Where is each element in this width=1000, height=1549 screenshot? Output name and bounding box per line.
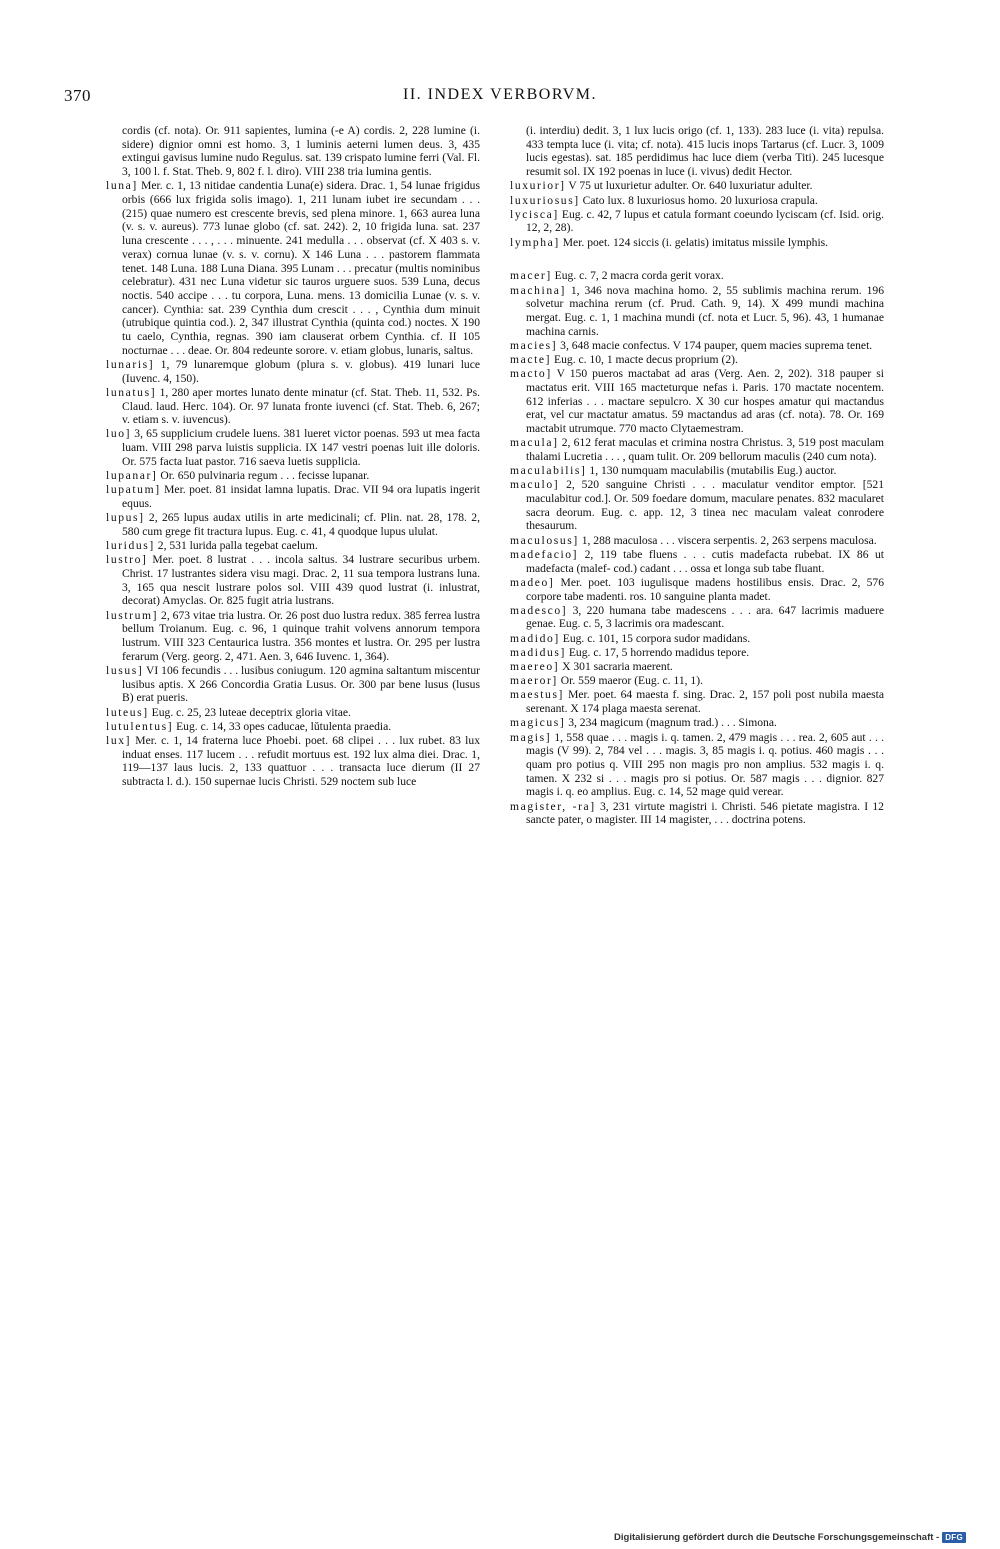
- index-entry: [122, 124, 480, 179]
- entry-text: 2, 531 lurida palla tegebat caelum.: [154, 539, 318, 553]
- entry-text: Mer. poet. 103 iugulisque madens hostilibus ensis. Drac. 2, 576 corpore tabe madenti. ros. 10 sanguine planta madet.: [526, 575, 884, 603]
- index-entry: [510, 730, 884, 800]
- entry-lemma: lupus]: [106, 511, 145, 525]
- entry-lemma: lusus]: [106, 663, 144, 677]
- entry-lemma: lux]: [106, 733, 132, 747]
- entry-text: 2, 265 lupus audax utilis in arte medicinali; cf. Plin. nat. 28, 178. 2, 580 cum grege fit tractura lupus. Eug. c. 41, 4 quodque lupus ululat.: [122, 511, 480, 538]
- entry-lemma: luxurior]: [510, 179, 566, 193]
- entry-lemma: magis]: [510, 730, 552, 744]
- entry-lemma: lupatum]: [106, 483, 161, 497]
- entry-lemma: madido]: [510, 631, 560, 645]
- index-entry: [106, 483, 480, 510]
- index-entry: [106, 385, 480, 427]
- index-entry: [510, 645, 884, 660]
- entry-lemma: luo]: [106, 427, 132, 441]
- index-entry: [510, 603, 884, 631]
- entry-lemma: maculo]: [510, 478, 560, 492]
- entry-lemma: lunaris]: [106, 357, 155, 371]
- entry-text: 3, 231 virtute magistri i. Christi. 546 pietate magistra. I 12 sancte pater, o magister. III 14 magister, . . . doctrina potens.: [526, 799, 884, 827]
- entry-lemma: macula]: [510, 436, 559, 450]
- entry-lemma: lympha]: [510, 235, 560, 249]
- entry-lemma: maestus]: [510, 688, 565, 702]
- entry-text: 3, 65 supplicium crudele luens. 381 lueret victor poenas. 593 ut mea facta luam. VIII 298 parva luistis supplicia. IX 147 vestri poenas luit ille doloris. Or. 575 facta luat pastor. 716 saeva luetis supplicia.: [122, 427, 480, 468]
- index-entry: [510, 436, 884, 463]
- index-entry: [106, 719, 480, 734]
- entry-text: 2, 119 tabe fluens . . . cutis madefacta rubebat. IX 86 ut madefacta (malef- cod.) cadant . . . ossa et longa sub tabe fluant.: [526, 547, 884, 575]
- entry-lemma: luxuriosus]: [510, 193, 580, 207]
- index-entry: [510, 660, 884, 674]
- entry-lemma: maculabilis]: [510, 464, 587, 478]
- index-entry: [510, 716, 884, 730]
- entry-text: Eug. c. 17, 5 horrendo madidus tepore.: [565, 645, 750, 659]
- index-entry: [510, 533, 884, 548]
- dfg-logo: DFG: [942, 1532, 966, 1543]
- index-entry: [106, 427, 480, 468]
- entry-lemma: madesco]: [510, 603, 568, 617]
- entry-text: Mer. c. 1, 14 fraterna luce Phoebi. poet. 68 clipei . . . lux rubet. 83 lux induat enses. 117 lucem . . . refudit mortuus est. 192 lux alma diei. Drac. 1, 119—137 laus lucis. 2, 133 quattuor . . . transacta luce dierum (II 27 subtracta l. d.). 150 supernae lucis Christi. 529 noctem sub luce: [122, 733, 480, 789]
- entry-text: Or. 559 maeror (Eug. c. 11, 1).: [557, 674, 703, 688]
- entry-lemma: maereo]: [510, 660, 560, 674]
- entry-lemma: madeo]: [510, 575, 555, 589]
- entry-text: 2, 612 ferat maculas et crimina nostra Christus. 3, 519 post maculam thalami Lucretia . . . , quam tulit. Or. 209 bellorum maculis (240 cum nota).: [526, 436, 884, 463]
- entry-text: 2, 520 sanguine Christi . . . maculatur venditor emptor. [521 maculabitur cod.]. Or. 509 foedare domum, maculare penates. 832 macularet sacra deorum. Eug. c. app. 12, 3 tinea nec maculam valeat conrodere thesaurum.: [526, 478, 884, 533]
- entry-text: Mer. poet. 8 lustrat . . . incola saltus. 34 lustrare securibus urbem. Christ. 17 lustrantes sidera visu magi. Drac. 2, 11 sua tempora lustrans luna. 3, 165 qua nescit lustrare polos sol. VIII 439 quod lustrat (i. inlustrat, decorat) Amyclas. Or. 825 fugit atria lustrans.: [122, 553, 480, 608]
- index-entry: [510, 799, 884, 827]
- entry-lemma: luridus]: [106, 539, 155, 553]
- index-entry: [106, 179, 480, 357]
- entry-lemma: magicus]: [510, 716, 566, 730]
- index-entry: [106, 733, 480, 789]
- index-entry: [106, 357, 480, 385]
- index-entry: [106, 608, 480, 664]
- index-entry: [510, 353, 884, 367]
- entry-text: Eug. c. 7, 2 macra corda gerit vorax.: [551, 269, 724, 283]
- entry-lemma: lunatus]: [106, 385, 157, 399]
- entry-text: 1, 346 nova machina homo. 2, 55 sublimis machina rerum. 196 solvetur machina rerum (cf. Prud. Cath. 9, 14). X 499 mundi machina mergat. Eug. c. 1, 1 machina mundi (cf. nota et Lucr. 5, 96). 43, 1 humanae machina carnis.: [526, 283, 884, 338]
- entry-text: Mer. c. 1, 13 nitidae candentia Luna(e) sidera. Drac. 1, 54 lunae frigidus orbis (666 lux frigida solis imago). 1, 211 lunam iubet ire secundam . . . (215) quae numero est crescente brevis, sed plena minore. 1, 663 aurea luna (v. s. v. aureus). 773 lunae globo (cf. sat. 242). 2, 10 frigida luna. sat. 237 luna crescente . . . , . . . minuente. 241 medulla . . . observat (cf. X 403 s. v. verax) cornua lunae (v. s. v. cornu). X 146 Luna . . . pastorem flammata tenet. 148 Luna. 188 Luna Diana. 395 Lunam . . . precatur (multis nominibus celebratur). 431 nec Luna videtur sic tauros urguere suos. 539 Luna, decus noctis. 540 accipe . . . tu corpora, Luna. mens. 13 domicilia Lunae (v. s. v. cancer). Cynthia: sat. 239 Cynthia dum crescit . . . , Cynthia dum minuit (utrubique quintia cod.). 2, 347 illustrat Cynthia (quinta cod.) noctes. X 190 tu caelo, Cynthia, regnas. 390 iam clauserat orbem Cynthia. cf. II 105 nocturnae . . . deae. Or. 804 redeunte sorore. v. etiam globus, lunaris, saltus.: [122, 179, 480, 357]
- index-entry: [510, 269, 884, 283]
- entry-text: Mer. poet. 124 siccis (i. gelatis) imitatus missile lymphis.: [559, 235, 829, 249]
- entry-lemma: maeror]: [510, 674, 558, 688]
- index-entry: [526, 124, 884, 179]
- entry-text: Eug. c. 10, 1 macte decus proprium (2).: [551, 353, 738, 367]
- entry-lemma: maculosus]: [510, 533, 579, 547]
- entry-text: Eug. c. 14, 33 opes caducae, lŭtulenta praedia.: [173, 719, 392, 733]
- entry-text: 3, 234 magicum (magnum trad.) . . . Simona.: [565, 716, 777, 730]
- entry-text: (i. interdiu) dedit. 3, 1 lux lucis origo (cf. 1, 133). 283 luce (i. vita) repulsa. 433 tempta luce (i. vita; cf. nota). 415 lucis inops Tartarus (cf. Lucr. 3, 1009 lucis egestas). sat. 185 perdidimus hac luce diem (verba Titi). 245 lucesque resumit sol. IX 192 poenas in luce (i. vivus) dedit Hector.: [526, 124, 884, 179]
- index-entry: [510, 688, 884, 716]
- entry-lemma: luteus]: [106, 705, 149, 719]
- entry-text: cordis (cf. nota). Or. 911 sapientes, lumina (-e A) cordis. 2, 228 lumine (i. sidere) dignior omni est homo. 3, 1 luminis aeterni lumen deus. 3, 435 extingui gavisus lumine nudo Regulus. sat. 139 crispato lumine ferri (Val. Fl. 3, 100 l. f. Stat. Theb. 9, 802 f. l. diro). VIII 238 tria lumina gentis.: [122, 124, 480, 179]
- index-entry: [106, 469, 480, 483]
- index-entry: [510, 193, 884, 208]
- index-entry: [106, 705, 480, 720]
- entry-lemma: lupanar]: [106, 469, 158, 483]
- index-entry: [510, 338, 884, 353]
- left-column: [106, 124, 480, 789]
- index-entry: [510, 575, 884, 603]
- entry-text: Mer. poet. 64 maesta f. sing. Drac. 2, 157 poli post nubila maesta serenant. X 174 plaga maesta serenat.: [526, 688, 884, 716]
- entry-lemma: machina]: [510, 283, 566, 297]
- index-entry: [106, 511, 480, 538]
- entry-text: 1, 280 aper mortes lunato dente minatur (cf. Stat. Theb. 11, 532. Ps. Claud. laud. Herc. 104). Or. 97 lunata fronte iuvenci (cf. Stat. Theb. 6, 267; v. etiam s. v. iuvencus).: [122, 385, 480, 427]
- entry-text: VI 106 fecundis . . . lusibus coniugum. 120 agmina saltantum miscentur lusibus aptis. X 266 Concordia Gratia Lusus. Or. 300 par bene lusus (lusus B) erat pueris.: [122, 663, 480, 705]
- footer: [614, 1532, 966, 1543]
- entry-text: Mer. poet. 81 insidat lamna lupatis. Drac. VII 94 ora lupatis ingerit equus.: [122, 483, 480, 510]
- index-entry: [510, 464, 884, 478]
- index-entry: [106, 539, 480, 553]
- entry-text: Cato lux. 8 luxuriosus homo. 20 luxuriosa crapula.: [579, 193, 818, 207]
- entry-lemma: lutulentus]: [106, 719, 174, 733]
- index-entry: [510, 207, 884, 235]
- right-column: [510, 124, 884, 827]
- entry-text: Eug. c. 25, 23 luteae deceptrix gloria vitae.: [148, 705, 351, 719]
- entry-text: 2, 673 vitae tria lustra. Or. 26 post duo lustra redux. 385 ferrea lustra bellum Troianum. Eug. c. 96, 1 quinque trahit volvens annorum tempora lustrum. VIII 323 Centaurica lustra. 356 montes et lustra. Or. 295 per lustra ferarum (Verg. georg. 2, 471. Aen. 3, 646 Iuvenc. 1, 364).: [122, 608, 480, 663]
- index-entry: [106, 553, 480, 608]
- entry-text: 1, 130 numquam maculabilis (mutabilis Eug.) auctor.: [586, 464, 837, 478]
- entry-lemma: lustro]: [106, 553, 148, 567]
- index-entry: [106, 663, 480, 705]
- index-entry: [510, 631, 884, 646]
- entry-text: Eug. c. 101, 15 corpora sudor madidans.: [559, 631, 751, 645]
- entry-lemma: madefacio]: [510, 547, 579, 561]
- page-number: 370: [64, 86, 91, 105]
- entry-text: V 75 ut luxurietur adulter. Or. 640 luxuriatur adulter.: [565, 179, 813, 193]
- entry-text: 3, 220 humana tabe madescens . . . ara. 647 lacrimis maduere genae. Eug. c. 5, 3 lacrimis ora madescant.: [526, 603, 884, 631]
- entry-lemma: lycisca]: [510, 207, 559, 221]
- running-head: II. INDEX VERBORVM.: [402, 86, 598, 103]
- entry-text: Eug. c. 42, 7 lupus et catula formant coeundo lyciscam (cf. Isid. orig. 12, 2, 28).: [526, 207, 884, 235]
- entry-lemma: macte]: [510, 353, 552, 367]
- entry-text: 1, 79 lunaremque globum (plura s. v. globus). 419 lunari luce (Iuvenc. 4, 150).: [122, 357, 480, 385]
- index-entry: [510, 283, 884, 339]
- entry-text: 3, 648 macie confectus. V 174 pauper, quem macies suprema tenet.: [557, 338, 873, 352]
- entry-text: X 301 sacraria maerent.: [559, 660, 673, 674]
- entry-text: Or. 650 pulvinaria regum . . . fecisse lupanar.: [157, 469, 370, 483]
- index-entry: [510, 179, 884, 193]
- index-entry: [510, 235, 884, 250]
- entry-lemma: macies]: [510, 338, 558, 352]
- entry-text: 1, 288 maculosa . . . viscera serpentis. 2, 263 serpens maculosa.: [578, 533, 877, 547]
- entry-text: V 150 pueros mactabat ad aras (Verg. Aen. 2, 202). 318 pauper si mactatus erit. VIII 165 macteturque nefas i. Paris. 170 mactate nocentem. 612 inferias . . . mactare sepulcro. X 30 cur hospes amatur qui mactandus erat, vel cur mactatur amatus. 59 mactandus ad aras (cf. nota). 78. Or. 169 mactabit utrumque. 770 macto Clytaemestram.: [526, 367, 884, 436]
- entry-text: 1, 558 quae . . . magis i. q. tamen. 2, 479 magis . . . rea. 2, 605 aut . . . magis (V 99). 2, 784 vel . . . magis. 3, 85 magis i. q. potius. 460 magis . . . quam pro potius q. VIII 295 non magis pro non amplius. 532 magis i. q. tamen. X 232 si . . . magis pro si potius. Or. 587 magis . . . dignior. 827 magis i. q. eo amplius. Eug. c. 14, 52 mage quid verear.: [526, 730, 884, 799]
- index-entry: [510, 367, 884, 436]
- entry-lemma: luna]: [106, 179, 138, 193]
- footer-credit: Digitalisierung gefördert durch die Deutsche Forschungsgemeinschaft -: [614, 1532, 940, 1543]
- entry-lemma: macer]: [510, 269, 552, 283]
- entry-lemma: macto]: [510, 367, 552, 381]
- index-entry: [510, 478, 884, 533]
- index-entry: [510, 547, 884, 575]
- entry-lemma: lustrum]: [106, 608, 159, 622]
- entry-lemma: madidus]: [510, 645, 566, 659]
- index-entry: [510, 674, 884, 688]
- entry-lemma: magister, -ra]: [510, 799, 596, 813]
